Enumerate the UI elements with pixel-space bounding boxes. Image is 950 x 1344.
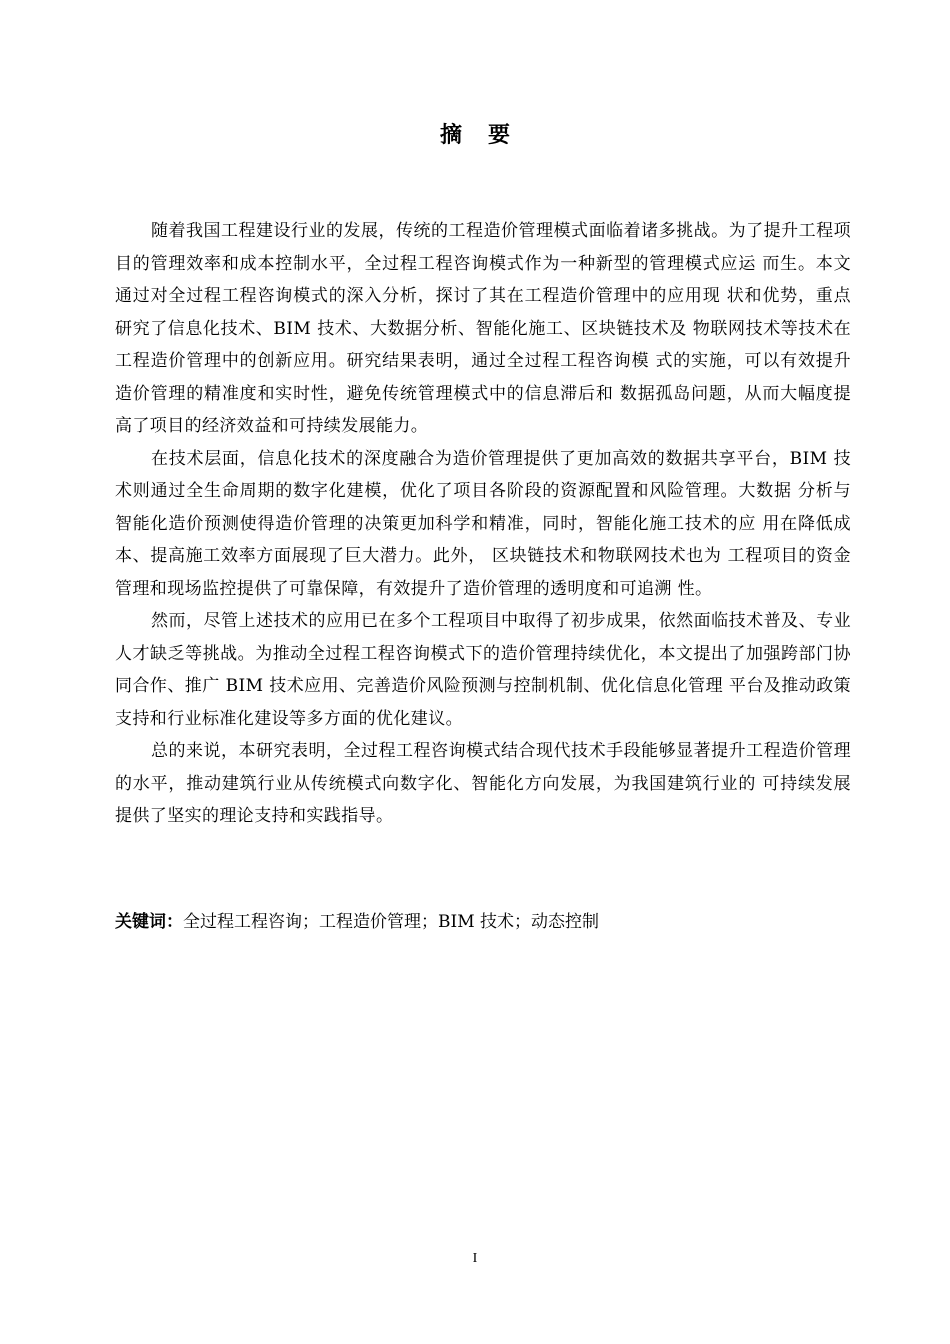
abstract-heading-char-1: 摘 [439, 123, 462, 148]
abstract-paragraph-3: 然而，尽管上述技术的应用已在多个工程项目中取得了初步成果，依然面临技术普及、专业人才缺乏等挑战。为推动全过程工程咨询模式下的造价管理持续优化，本文提出了加强跨部门协同合作、推广 BIM 技术应用、完善造价风险预测与控制机制、优化信息化管理 平台及推动政策支持和行业标准化建设等多方面的优化建议。 [115, 611, 851, 729]
abstract-paragraph-2: 在技术层面，信息化技术的深度融合为造价管理提供了更加高效的数据共享平台，BIM 技术则通过全生命周期的数字化建模，优化了项目各阶段的资源配置和风险管理。大数据 分析与智能化造价预测使得造价管理的决策更加科学和精准，同时，智能化施工技术的应 用在降低成本、提高施工效率方面展现了巨大潜力。此外， 区块链技术和物联网技术也为 工程项目的资金管理和现场监控提供了可靠保障，有效提升了造价管理的透明度和可追溯 性。 [115, 448, 851, 599]
keywords-label: 关键词： [115, 912, 183, 932]
keywords-line [115, 907, 851, 937]
abstract-body [115, 215, 851, 833]
abstract-paragraph-4: 总的来说，本研究表明，全过程工程咨询模式结合现代技术手段能够显著提升工程造价管理的水平，推动建筑行业从传统模式向数字化、智能化方向发展，为我国建筑行业的 可持续发展提供了坚实的理论支持和实践指导。 [115, 741, 851, 826]
page-number: I [472, 1251, 478, 1266]
abstract-heading-char-2: 要 [488, 123, 511, 148]
keywords-value: 全过程工程咨询；工程造价管理；BIM 技术；动态控制 [183, 912, 600, 932]
abstract-paragraph-1: 随着我国工程建设行业的发展，传统的工程造价管理模式面临着诸多挑战。为了提升工程项目的管理效率和成本控制水平，全过程工程咨询模式作为一种新型的管理模式应运 而生。本文通过对全过程工程咨询模式的深入分析，探讨了其在工程造价管理中的应用现 状和优势，重点研究了信息化技术、BIM 技术、大数据分析、智能化施工、区块链技术及 物联网技术等技术在工程造价管理中的创新应用。研究结果表明，通过全过程工程咨询模 式的实施，可以有效提升造价管理的精准度和实时性，避免传统管理模式中的信息滞后和 数据孤岛问题，从而大幅度提高了项目的经济效益和可持续发展能力。 [115, 221, 851, 436]
abstract-heading [0, 121, 950, 151]
